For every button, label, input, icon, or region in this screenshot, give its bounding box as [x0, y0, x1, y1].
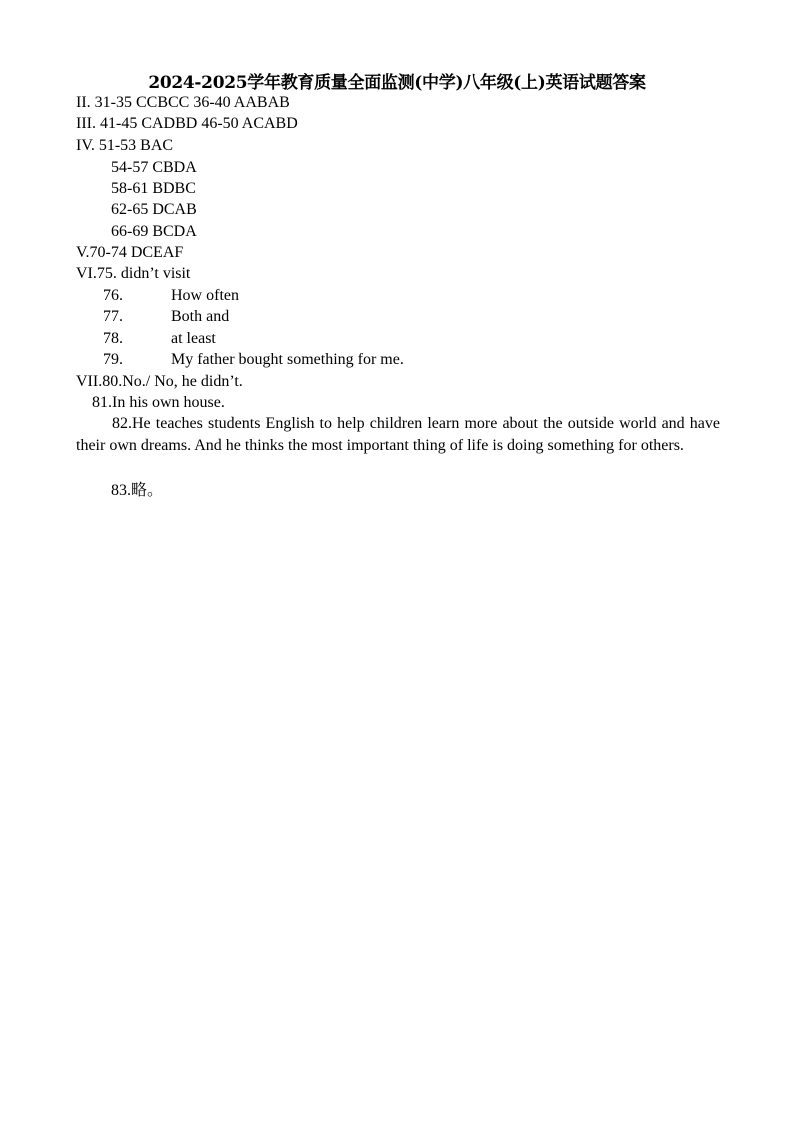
section-4-answers-head: IV. 51-53 BAC — [76, 137, 174, 154]
answer-82-paragraph: 82.He teaches students English to help children learn more about the outside world and have their own dreams. And he thinks the most important thing of life is doing something for others. — [76, 415, 720, 454]
item-number: 79. — [103, 351, 123, 368]
section-6-item — [103, 285, 239, 306]
section-6-item — [103, 328, 216, 349]
item-number: 77. — [103, 308, 123, 325]
item-answer: My father bought something for me. — [171, 351, 404, 368]
section-6-answers-head: VI.75. didn’t visit — [76, 265, 191, 282]
item-number: 78. — [103, 330, 123, 347]
item-answer: at least — [171, 330, 216, 347]
item-answer: Both and — [171, 308, 230, 325]
section-6-item — [103, 349, 404, 370]
section-4-answers-line: 58-61 BDBC — [111, 180, 196, 197]
section-6-item — [103, 306, 229, 327]
item-answer: How often — [171, 287, 239, 304]
item-number: 76. — [103, 287, 123, 304]
section-4-answers-line: 62-65 DCAB — [111, 201, 197, 218]
answer-81: 81.In his own house. — [92, 394, 225, 411]
section-4-answers-line: 66-69 BCDA — [111, 223, 197, 240]
section-3-answers: III. 41-45 CADBD 46-50 ACABD — [76, 115, 298, 132]
answer-83-text: 83.略。 — [111, 482, 164, 499]
section-2-answers: II. 31-35 CCBCC 36-40 AABAB — [76, 94, 290, 111]
section-4-answers-line: 54-57 CBDA — [111, 159, 197, 176]
answer-83 — [111, 480, 163, 501]
document-title: 2024-2025学年教育质量全面监测(中学)八年级(上)英语试题答案 — [148, 73, 646, 93]
section-5-answers: V.70-74 DCEAF — [76, 244, 184, 261]
section-7-answers-head: VII.80.No./ No, he didn’t. — [76, 373, 243, 390]
